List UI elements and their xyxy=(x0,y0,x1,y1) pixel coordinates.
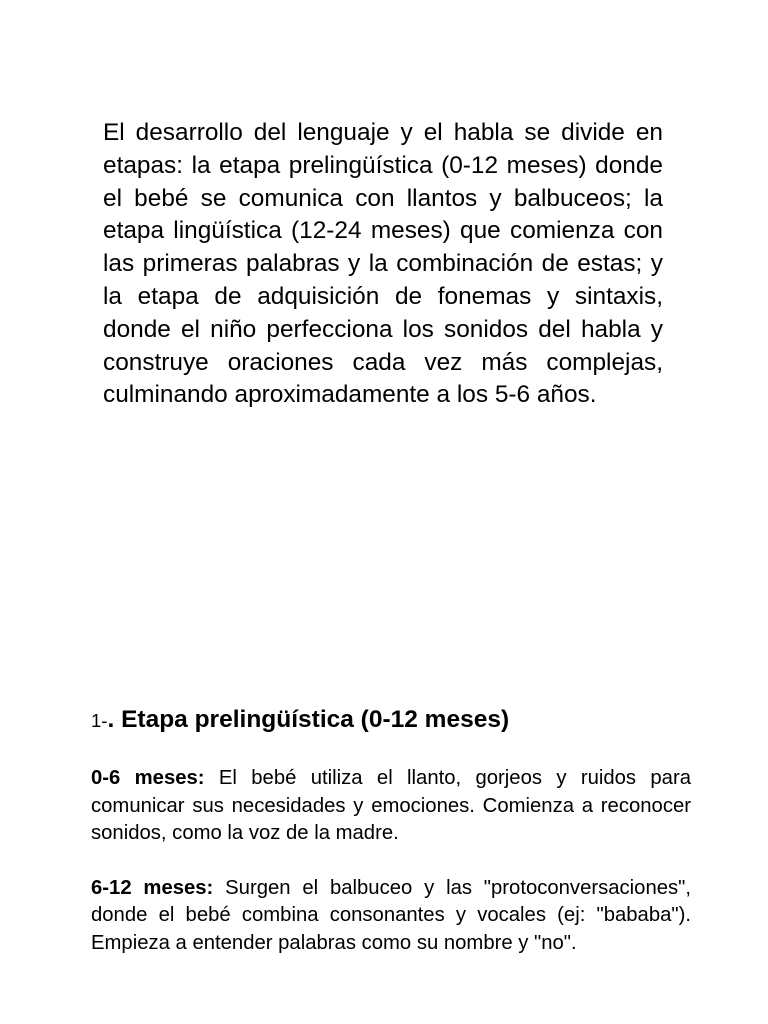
paragraph-6-12-months xyxy=(91,875,691,958)
section-heading xyxy=(91,702,691,739)
paragraph-text: El bebé utiliza el llanto, gorjeos y ruidos para comunicar sus necesidades y emociones. Comienza a reconocer sonidos, como la voz de la madre. xyxy=(91,767,691,844)
section-number: 1- xyxy=(91,710,108,731)
intro-paragraph: El desarrollo del lenguaje y el habla se divide en etapas: la etapa prelingüística (0-12 meses) donde el bebé se comunica con llantos y balbuceos; la etapa lingüística (12-24 meses) que comienza con las primeras palabras y la combinación de estas; y la etapa de adquisición de fonemas y sintaxis, donde el niño perfecciona los sonidos del habla y construye oraciones cada vez más complejas, culminando aproximadamente a los 5-6 años. xyxy=(103,119,663,409)
stage-section xyxy=(91,702,691,984)
paragraph-0-6-months xyxy=(91,765,691,848)
paragraph-lead: 0-6 meses: xyxy=(91,767,205,789)
paragraph-text: Surgen el balbuceo y las "protoconversaciones", donde el bebé combina consonantes y vocales (ej: "bababa"). Empieza a entender palabras como su nombre y "no". xyxy=(91,876,691,954)
section-title: . Etapa prelingüística (0-12 meses) xyxy=(107,706,510,733)
paragraph-lead: 6-12 meses: xyxy=(91,876,214,899)
